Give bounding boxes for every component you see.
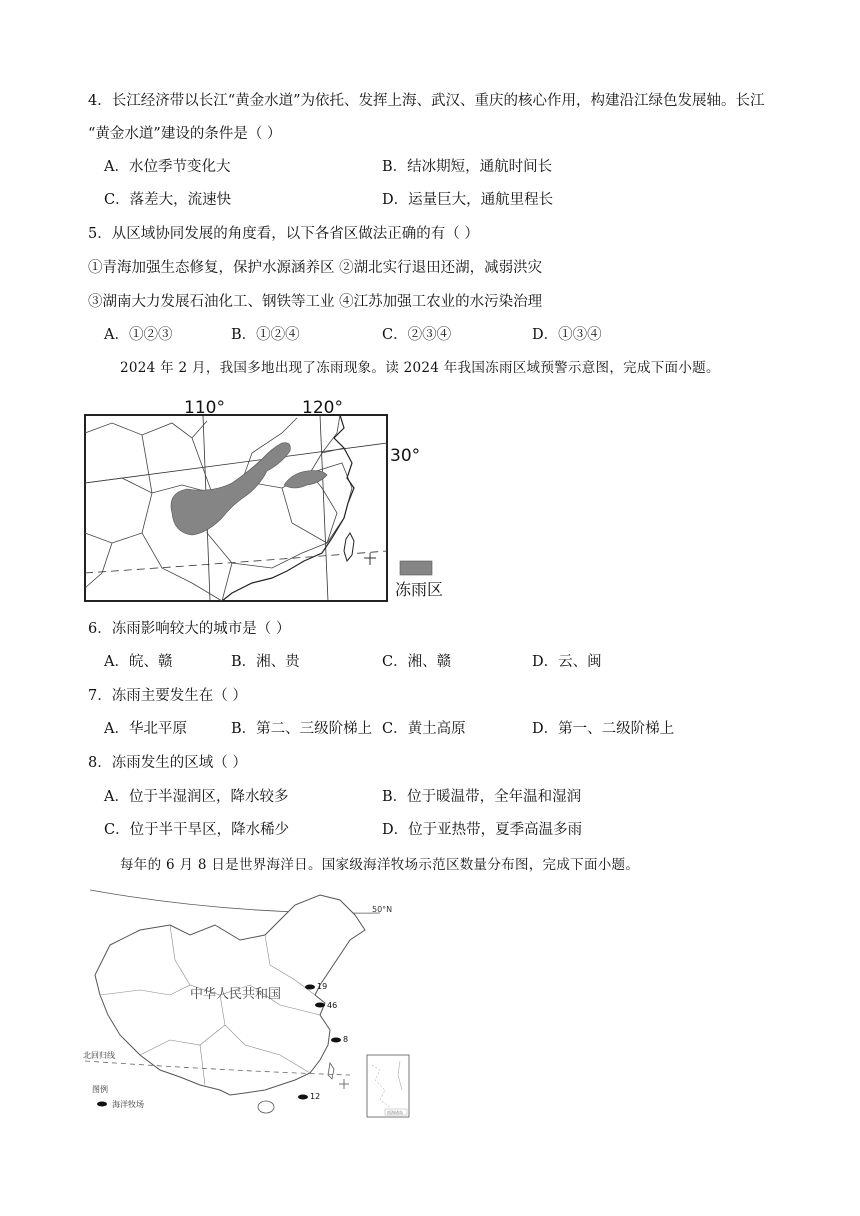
lon-label-110: 110° bbox=[184, 398, 225, 418]
q4-stem-line1: 4．长江经济带以长江“黄金水道”为依托、发挥上海、武汉、重庆的核心作用，构建沿江绿色发展轴。长江 bbox=[88, 93, 765, 109]
q4-option-d: D．运量巨大，通航里程长 bbox=[382, 192, 554, 208]
intro-marine-ranch: 每年的 6 月 8 日是世界海洋日。国家级海洋牧场示范区数量分布图，完成下面小题。 bbox=[120, 857, 640, 873]
q5-items-line2: ③湖南大力发展石油化工、钢铁等工业 ④江苏加强工农业的水污染治理 bbox=[88, 294, 543, 310]
marine-ranch-marker-3 bbox=[331, 1035, 348, 1044]
q5-option-c: C．②③④ bbox=[382, 327, 452, 343]
q8-option-d: D．位于亚热带，夏季高温多雨 bbox=[382, 822, 583, 838]
q8-option-c: C．位于半干旱区，降水稀少 bbox=[104, 822, 290, 838]
q6-option-a: A．皖、赣 bbox=[104, 654, 173, 670]
q6-option-c: C．湘、赣 bbox=[382, 654, 452, 670]
legend-swatch bbox=[400, 561, 432, 575]
lat-label-30: 30° bbox=[390, 446, 421, 466]
q5-items-line1: ①青海加强生态修复，保护水源涵养区 ②湖北实行退田还湖，减弱洪灾 bbox=[88, 260, 543, 276]
q6-option-d: D．云、闽 bbox=[532, 654, 602, 670]
legend-label: 冻雨区 bbox=[395, 580, 444, 599]
count-label-2: 46 bbox=[327, 1001, 338, 1010]
freezing-rain-map bbox=[82, 393, 452, 605]
map-frame bbox=[85, 415, 387, 601]
q7-option-a: A．华北平原 bbox=[104, 721, 187, 737]
count-label-1: 19 bbox=[317, 982, 328, 991]
q7-option-b: B．第二、三级阶梯上 bbox=[231, 721, 373, 737]
q5-stem: 5．从区域协同发展的角度看，以下各省区做法正确的有（ ） bbox=[88, 226, 479, 242]
legend-title-2: 图例 bbox=[92, 1085, 108, 1094]
q4-option-b: B．结冰期短，通航时间长 bbox=[382, 159, 553, 175]
q4-stem-line2: “黄金水道”建设的条件是（ ） bbox=[88, 126, 282, 142]
intro-freezing-rain: 2024 年 2 月，我国多地出现了冻雨现象。读 2024 年我国冻雨区域预警示意图，完成下面小题。 bbox=[120, 360, 720, 376]
q6-option-b: B．湘、贵 bbox=[231, 654, 300, 670]
lat-label-50n: 50°N bbox=[372, 905, 393, 914]
q8-option-b: B．位于暖温带，全年温和湿润 bbox=[382, 789, 582, 805]
legend-item-2: 海洋牧场 bbox=[112, 1100, 144, 1109]
q8-stem: 8．冻雨发生的区域（ ） bbox=[88, 755, 247, 771]
count-label-4: 12 bbox=[310, 1092, 321, 1101]
country-label: 中华人民共和国 bbox=[190, 987, 282, 1002]
taiwan-island-2 bbox=[328, 1063, 334, 1079]
legend-marker-icon bbox=[97, 1102, 107, 1107]
q4-option-c: C．落差大，流速快 bbox=[104, 192, 232, 208]
count-label-3: 8 bbox=[343, 1035, 349, 1044]
q5-option-b: B．①②④ bbox=[231, 327, 300, 343]
q5-option-a: A．①②③ bbox=[104, 327, 173, 343]
q5-option-d: D．①③④ bbox=[532, 327, 602, 343]
lon-label-120: 120° bbox=[302, 398, 343, 418]
q6-stem: 6．冻雨影响较大的城市是（ ） bbox=[88, 621, 291, 637]
q7-stem: 7．冻雨主要发生在（ ） bbox=[88, 688, 247, 704]
hainan-island bbox=[258, 1101, 274, 1113]
q7-option-c: C．黄土高原 bbox=[382, 721, 466, 737]
south-china-sea-inset bbox=[367, 1055, 409, 1117]
q7-option-d: D．第一、二级阶梯上 bbox=[532, 721, 675, 737]
inset-label: 南海诸岛 bbox=[387, 1110, 403, 1115]
q4-option-a: A．水位季节变化大 bbox=[104, 159, 231, 175]
marine-ranch-marker-4 bbox=[298, 1092, 320, 1101]
q8-option-a: A．位于半湿润区，降水较多 bbox=[104, 789, 289, 805]
tropic-label: 北回归线 bbox=[83, 1051, 115, 1060]
marine-ranch-map bbox=[80, 885, 420, 1125]
